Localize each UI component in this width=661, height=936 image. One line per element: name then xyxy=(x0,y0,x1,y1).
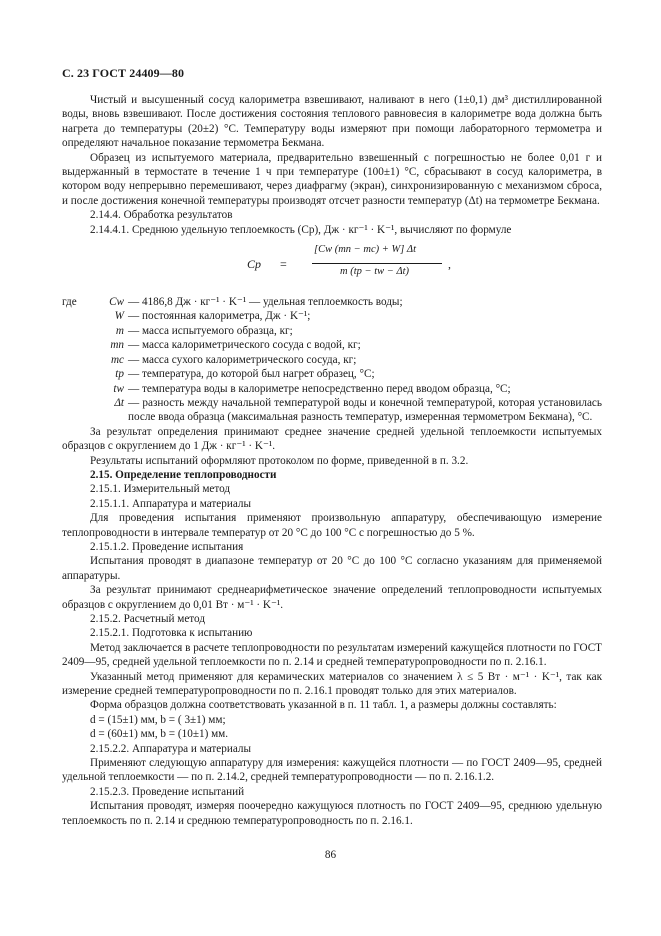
definition-text: — разность между начальной температурой воды и конечной температурой, которая установилась после ввода образца (максимальная разность температур, измеренная термометром Бекмана), °С. xyxy=(128,396,602,424)
paragraph-sample-weighing: Чистый и высушенный сосуд калориметра взвешивают, наливают в него (1±0,1) дм³ дистиллированной воды, вновь взвешивают. После достижения состояния теплового равновесия в калориметре вода должна быть нагрета до температуры (20±2) °С. Температуру воды измеряют при помощи лабораторного термометра и определяют начальное показание термометра Бекмана. xyxy=(62,94,602,150)
paragraph-final-procedure: Испытания проводят, измеряя поочередно кажущуюся плотность по ГОСТ 2409—95, среднюю удельную теплоемкость по п. 2.14 и среднюю температуропроводность по п. 2.16.1. xyxy=(62,800,602,827)
section-2-14-4-1: 2.14.4.1. Среднюю удельную теплоемкость (Cp), Дж · кг⁻¹ · K⁻¹, вычисляют по формуле xyxy=(90,223,512,236)
paragraph-conductivity-result: За результат принимают среднеарифметическое значение определений теплопроводности испытуемых образцов с округлением до 0,01 Вт · м⁻¹ · K⁻¹. xyxy=(62,584,602,611)
paragraph-method: Метод заключается в расчете теплопроводности по результатам измерений кажущейся плотности по ГОСТ 2409—95, средней удельной теплоемкости по п. 2.14 и средней температуропроводности по п. 2.16.1. xyxy=(62,641,602,669)
paragraph-protocol: Результаты испытаний оформляют протоколом по форме, приведенной в п. 3.2. xyxy=(90,454,469,467)
formula-denominator: m (tp − tw − Δt) xyxy=(340,266,410,278)
page-header: С. 23 ГОСТ 24409—80 xyxy=(62,66,185,80)
definition-row xyxy=(62,367,602,381)
definition-row xyxy=(62,382,602,396)
section-2-15-2-1: 2.15.2.1. Подготовка к испытанию xyxy=(90,627,253,640)
definition-symbol: Cw xyxy=(109,296,124,309)
formula-trailing-comma: , xyxy=(448,257,451,272)
definition-text: — температура воды в калориметре непосредственно перед вводом образца, °С; xyxy=(128,382,511,395)
heat-capacity-formula xyxy=(62,239,602,295)
definition-row xyxy=(62,295,602,309)
formula-numerator: [Cw (mn − mc) + W] Δt xyxy=(314,244,416,256)
definition-text: — масса сухого калориметрического сосуда, кг; xyxy=(128,353,357,366)
section-2-15-1-2: 2.15.1.2. Проведение испытания xyxy=(90,540,244,553)
section-2-15-2-3: 2.15.2.3. Проведение испытаний xyxy=(90,785,245,798)
paragraph-test-range: Испытания проводят в диапазоне температур от 20 °С до 100 °С согласно указаниям для применяемой аппаратуры. xyxy=(62,555,602,582)
definition-symbol: mn xyxy=(110,339,124,352)
section-2-15-1: 2.15.1. Измерительный метод xyxy=(90,483,231,496)
definition-symbol: Δt xyxy=(114,396,124,409)
formula-lhs: Cp xyxy=(247,257,262,272)
definition-symbol: W xyxy=(114,310,124,323)
section-2-14-4: 2.14.4. Обработка результатов xyxy=(90,209,233,222)
paragraph-sample-drop: Образец из испытуемого материала, предварительно взвешенный с погрешностью не более 0,01 г и выдержанный в термостате в течение 1 ч при температуре (100±1) °С, сбрасывают в сосуд калориметра, в котором воду непрерывно перемешивают, через диафрагму (экран), синхронизированную с механизмом сброса, и после достижения конечной температуры производят отсчет разности температур (Δt) на термометре Бекмана. xyxy=(62,151,602,207)
definition-row xyxy=(62,338,602,352)
definition-row xyxy=(62,353,602,367)
definition-symbol: tw xyxy=(113,382,124,395)
paragraph-sample-shape: Форма образцов должна соответствовать указанной в п. 11 табл. 1, а размеры должны составлять: xyxy=(90,699,557,712)
definition-text: — масса калориметрического сосуда с водой, кг; xyxy=(128,339,361,352)
definition-text: — постоянная калориметра, Дж · K⁻¹; xyxy=(128,310,311,323)
formula-equals: = xyxy=(280,257,287,272)
paragraph-result-rounding: За результат определения принимают среднее значение средней удельной теплоемкости испытуемых образцов с округлением до 1 Дж · кг⁻¹ · K⁻¹. xyxy=(62,425,602,453)
page-content xyxy=(62,93,602,828)
definition-symbol: m xyxy=(115,324,124,337)
page-number: 86 xyxy=(324,849,337,861)
paragraph-ceramic-scope: Указанный метод применяют для керамических материалов со значением λ ≤ 5 Вт · м⁻¹ · K⁻¹, так как измерение средней температуропроводности по п. 2.16.1 проводят только для этих материалов. xyxy=(62,670,602,698)
paragraph-apparatus-1: Для проведения испытания применяют произвольную аппаратуру, обеспечивающую измерение теплопроводности в интервале температур от 20 °С до 100 °С с погрешностью до 5 %. xyxy=(62,512,602,539)
section-2-15-1-1: 2.15.1.1. Аппаратура и материалы xyxy=(90,497,251,510)
definition-row xyxy=(62,396,602,425)
section-2-15-2-2: 2.15.2.2. Аппаратура и материалы xyxy=(90,742,251,755)
definition-text: — масса испытуемого образца, кг; xyxy=(128,324,293,337)
section-2-15-2: 2.15.2. Расчетный метод xyxy=(90,613,206,625)
definition-row xyxy=(62,309,602,323)
definition-symbol: mc xyxy=(110,353,124,366)
dimension-line-2: d = (60±1) мм, b = (10±1) мм. xyxy=(90,728,229,741)
definition-text: — температура, до которой был нагрет образец, °С; xyxy=(128,368,375,381)
definition-row xyxy=(62,324,602,338)
dimension-line-1: d = (15±1) мм, b = ( 3±1) мм; xyxy=(90,713,226,726)
definition-symbol: tp xyxy=(115,368,124,381)
definition-lead: где xyxy=(62,296,77,309)
definitions-list xyxy=(62,295,602,425)
section-2-15: 2.15. Определение теплопроводности xyxy=(90,468,277,481)
definition-text: — 4186,8 Дж · кг⁻¹ · K⁻¹ — удельная теплоемкость воды; xyxy=(128,296,403,309)
paragraph-apparatus-2: Применяют следующую аппаратуру для измерения: кажущейся плотности — по ГОСТ 2409—95, средней удельной теплоемкости — по п. 2.14.2, средней температуропроводности — по п. 2.16.1.2. xyxy=(62,757,602,784)
formula-fraction-bar xyxy=(312,263,442,264)
